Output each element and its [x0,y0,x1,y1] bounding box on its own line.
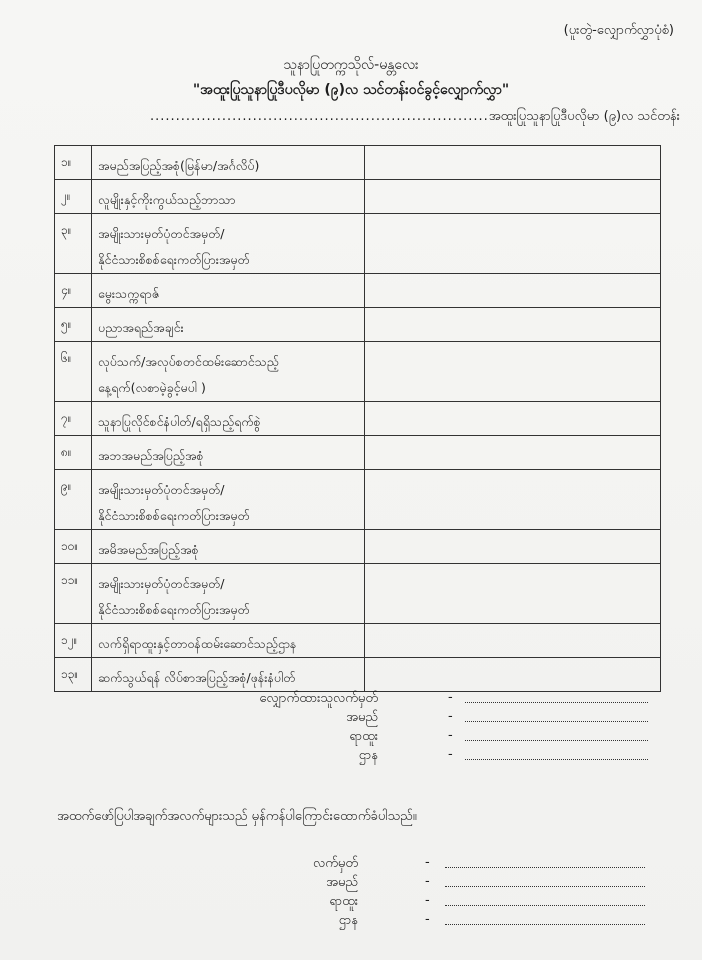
row-label-line: လူမျိုးနှင့်ကိုးကွယ်သည့်ဘာသာ [98,192,236,207]
form-row [55,470,661,530]
signature-row [200,893,660,912]
row-label-line: သူနာပြုလိုင်စင်နံပါတ်/ရရှိသည့်ရက်စွဲ [98,414,261,429]
signature-label: ဌာန [358,748,378,763]
row-label [92,146,365,180]
row-label [92,658,365,692]
row-number: ၁။ [55,146,92,180]
row-label-line: နိုင်ငံသားစိစစ်ရေးကတ်ပြားအမှတ် [98,602,250,617]
signature-label: ရာထူး [329,894,358,909]
signature-row [200,912,660,931]
row-label-line: ဆက်သွယ်ရန် လိပ်စာအပြည့်အစုံ/ဖုန်းနံပါတ် [98,670,296,685]
form-row [55,180,661,214]
signature-blank-line[interactable] [465,709,648,722]
row-value-field[interactable] [365,402,661,436]
signature-label: ရာထူး [349,729,378,744]
form-row [55,564,661,624]
row-label-line: မွေးသက္ကရာဇ် [98,286,160,301]
signature-row [200,690,660,709]
signature-dash: - [425,893,430,908]
form-row [55,658,661,692]
row-label-line: အမျိုးသားမှတ်ပုံတင်အမှတ်/ [98,226,225,241]
signature-blank-line[interactable] [445,893,645,906]
row-value-field[interactable] [365,180,661,214]
form-row [55,146,661,180]
row-value-field[interactable] [365,308,661,342]
signature-dash: - [448,709,453,724]
row-number: ၆။ [55,342,92,402]
row-label [92,180,365,214]
row-number: ၄။ [55,274,92,308]
signature-dash: - [425,912,430,927]
row-label-line: လုပ်သက်/အလုပ်စတင်ထမ်းဆောင်သည့် [98,354,279,369]
row-number: ၁၀။ [55,530,92,564]
form-row [55,274,661,308]
signature-blank-line[interactable] [445,874,645,887]
form-row [55,402,661,436]
application-details-table [54,145,661,692]
row-number: ၂။ [55,180,92,214]
signature-dash: - [448,690,453,705]
signature-blank-line[interactable] [465,747,648,760]
row-label [92,530,365,564]
row-label [92,402,365,436]
applicant-signature-block [200,690,660,766]
row-number: ၁၂။ [55,624,92,658]
signature-blank-line[interactable] [445,912,645,925]
signature-label: အမည် [346,710,378,725]
row-label [92,274,365,308]
row-label-line: ပညာအရည်အချင်း [98,320,184,335]
signature-row [200,728,660,747]
row-label [92,342,365,402]
row-label-line: နိုင်ငံသားစိစစ်ရေးကတ်ပြားအမှတ် [98,508,250,523]
row-label [92,436,365,470]
form-row [55,342,661,402]
signature-blank-line[interactable] [465,690,648,703]
row-label [92,564,365,624]
row-value-field[interactable] [365,274,661,308]
signature-label: ဌာန [338,913,358,928]
signature-blank-line[interactable] [445,855,645,868]
row-label-line: နိုင်ငံသားစိစစ်ရေးကတ်ပြားအမှတ် [98,252,250,267]
row-label-line: အမျိုးသားမှတ်ပုံတင်အမှတ်/ [98,482,225,497]
signature-label: လက်မှတ် [313,856,358,871]
confirmation-statement: အထက်ဖော်ပြပါအချက်အလက်များသည် မှန်ကန်ပါကြောင်းထောက်ခံပါသည်။ [57,809,417,824]
signature-label: အမည် [326,875,358,890]
row-value-field[interactable] [365,564,661,624]
row-number: ၁၃။ [55,658,92,692]
row-label [92,308,365,342]
course-line [150,108,680,127]
endorser-signature-block [200,855,660,931]
form-title: "အထူးပြုသူနာပြုဒီပလိုမာ (၉)လ သင်တန်းဝင်ခွင့်လျှောက်လွှာ" [192,82,510,98]
row-label-line: အမျိုးသားမှတ်ပုံတင်အမှတ်/ [98,576,225,591]
form-row [55,624,661,658]
row-value-field[interactable] [365,470,661,530]
row-value-field[interactable] [365,530,661,564]
signature-dash: - [448,747,453,762]
row-label-line: လက်ရှိရာထူးနှင့်တာဝန်ထမ်းဆောင်သည့်ဌာန [98,636,297,651]
row-label-line: နေ့ရက်(လစာမဲ့ခွင့်မပါ ) [98,380,206,395]
row-number: ၈။ [55,436,92,470]
signature-dash: - [425,855,430,870]
row-label-line: အမည်အပြည့်အစုံ(မြန်မာ/အင်္ဂလိပ်) [98,158,260,173]
row-number: ၉။ [55,470,92,530]
row-label-line: အဘအမည်အပြည့်အစုံ [98,448,204,463]
university-name: သူနာပြုတက္ကသိုလ်-မန္တလေး [283,57,419,73]
signature-row [200,747,660,766]
row-value-field[interactable] [365,342,661,402]
form-row [55,308,661,342]
form-row [55,436,661,470]
signature-label: လျှောက်ထားသူလက်မှတ် [259,691,378,706]
course-name: အထူးပြုသူနာပြုဒီပလိုမာ (၉)လ သင်တန်း [488,109,680,124]
row-label [92,470,365,530]
signature-blank-line[interactable] [465,728,648,741]
form-row [55,530,661,564]
row-value-field[interactable] [365,214,661,274]
signature-row [200,874,660,893]
row-number: ၇။ [55,402,92,436]
signature-dash: - [448,728,453,743]
row-label-line: အမိအမည်အပြည့်အစုံ [98,542,199,557]
row-number: ၃။ [55,214,92,274]
row-value-field[interactable] [365,658,661,692]
row-value-field[interactable] [365,146,661,180]
row-number: ၁၁။ [55,564,92,624]
row-value-field[interactable] [365,624,661,658]
signature-row [200,855,660,874]
row-number: ၅။ [55,308,92,342]
signature-row [200,709,660,728]
form-row [55,214,661,274]
row-label [92,214,365,274]
attachment-form-label: (ပူးတွဲ-လျှောက်လွှာပုံစံ) [563,23,674,38]
row-label [92,624,365,658]
signature-dash: - [425,874,430,889]
row-value-field[interactable] [365,436,661,470]
course-blank[interactable]: .................................................................. [150,109,489,124]
